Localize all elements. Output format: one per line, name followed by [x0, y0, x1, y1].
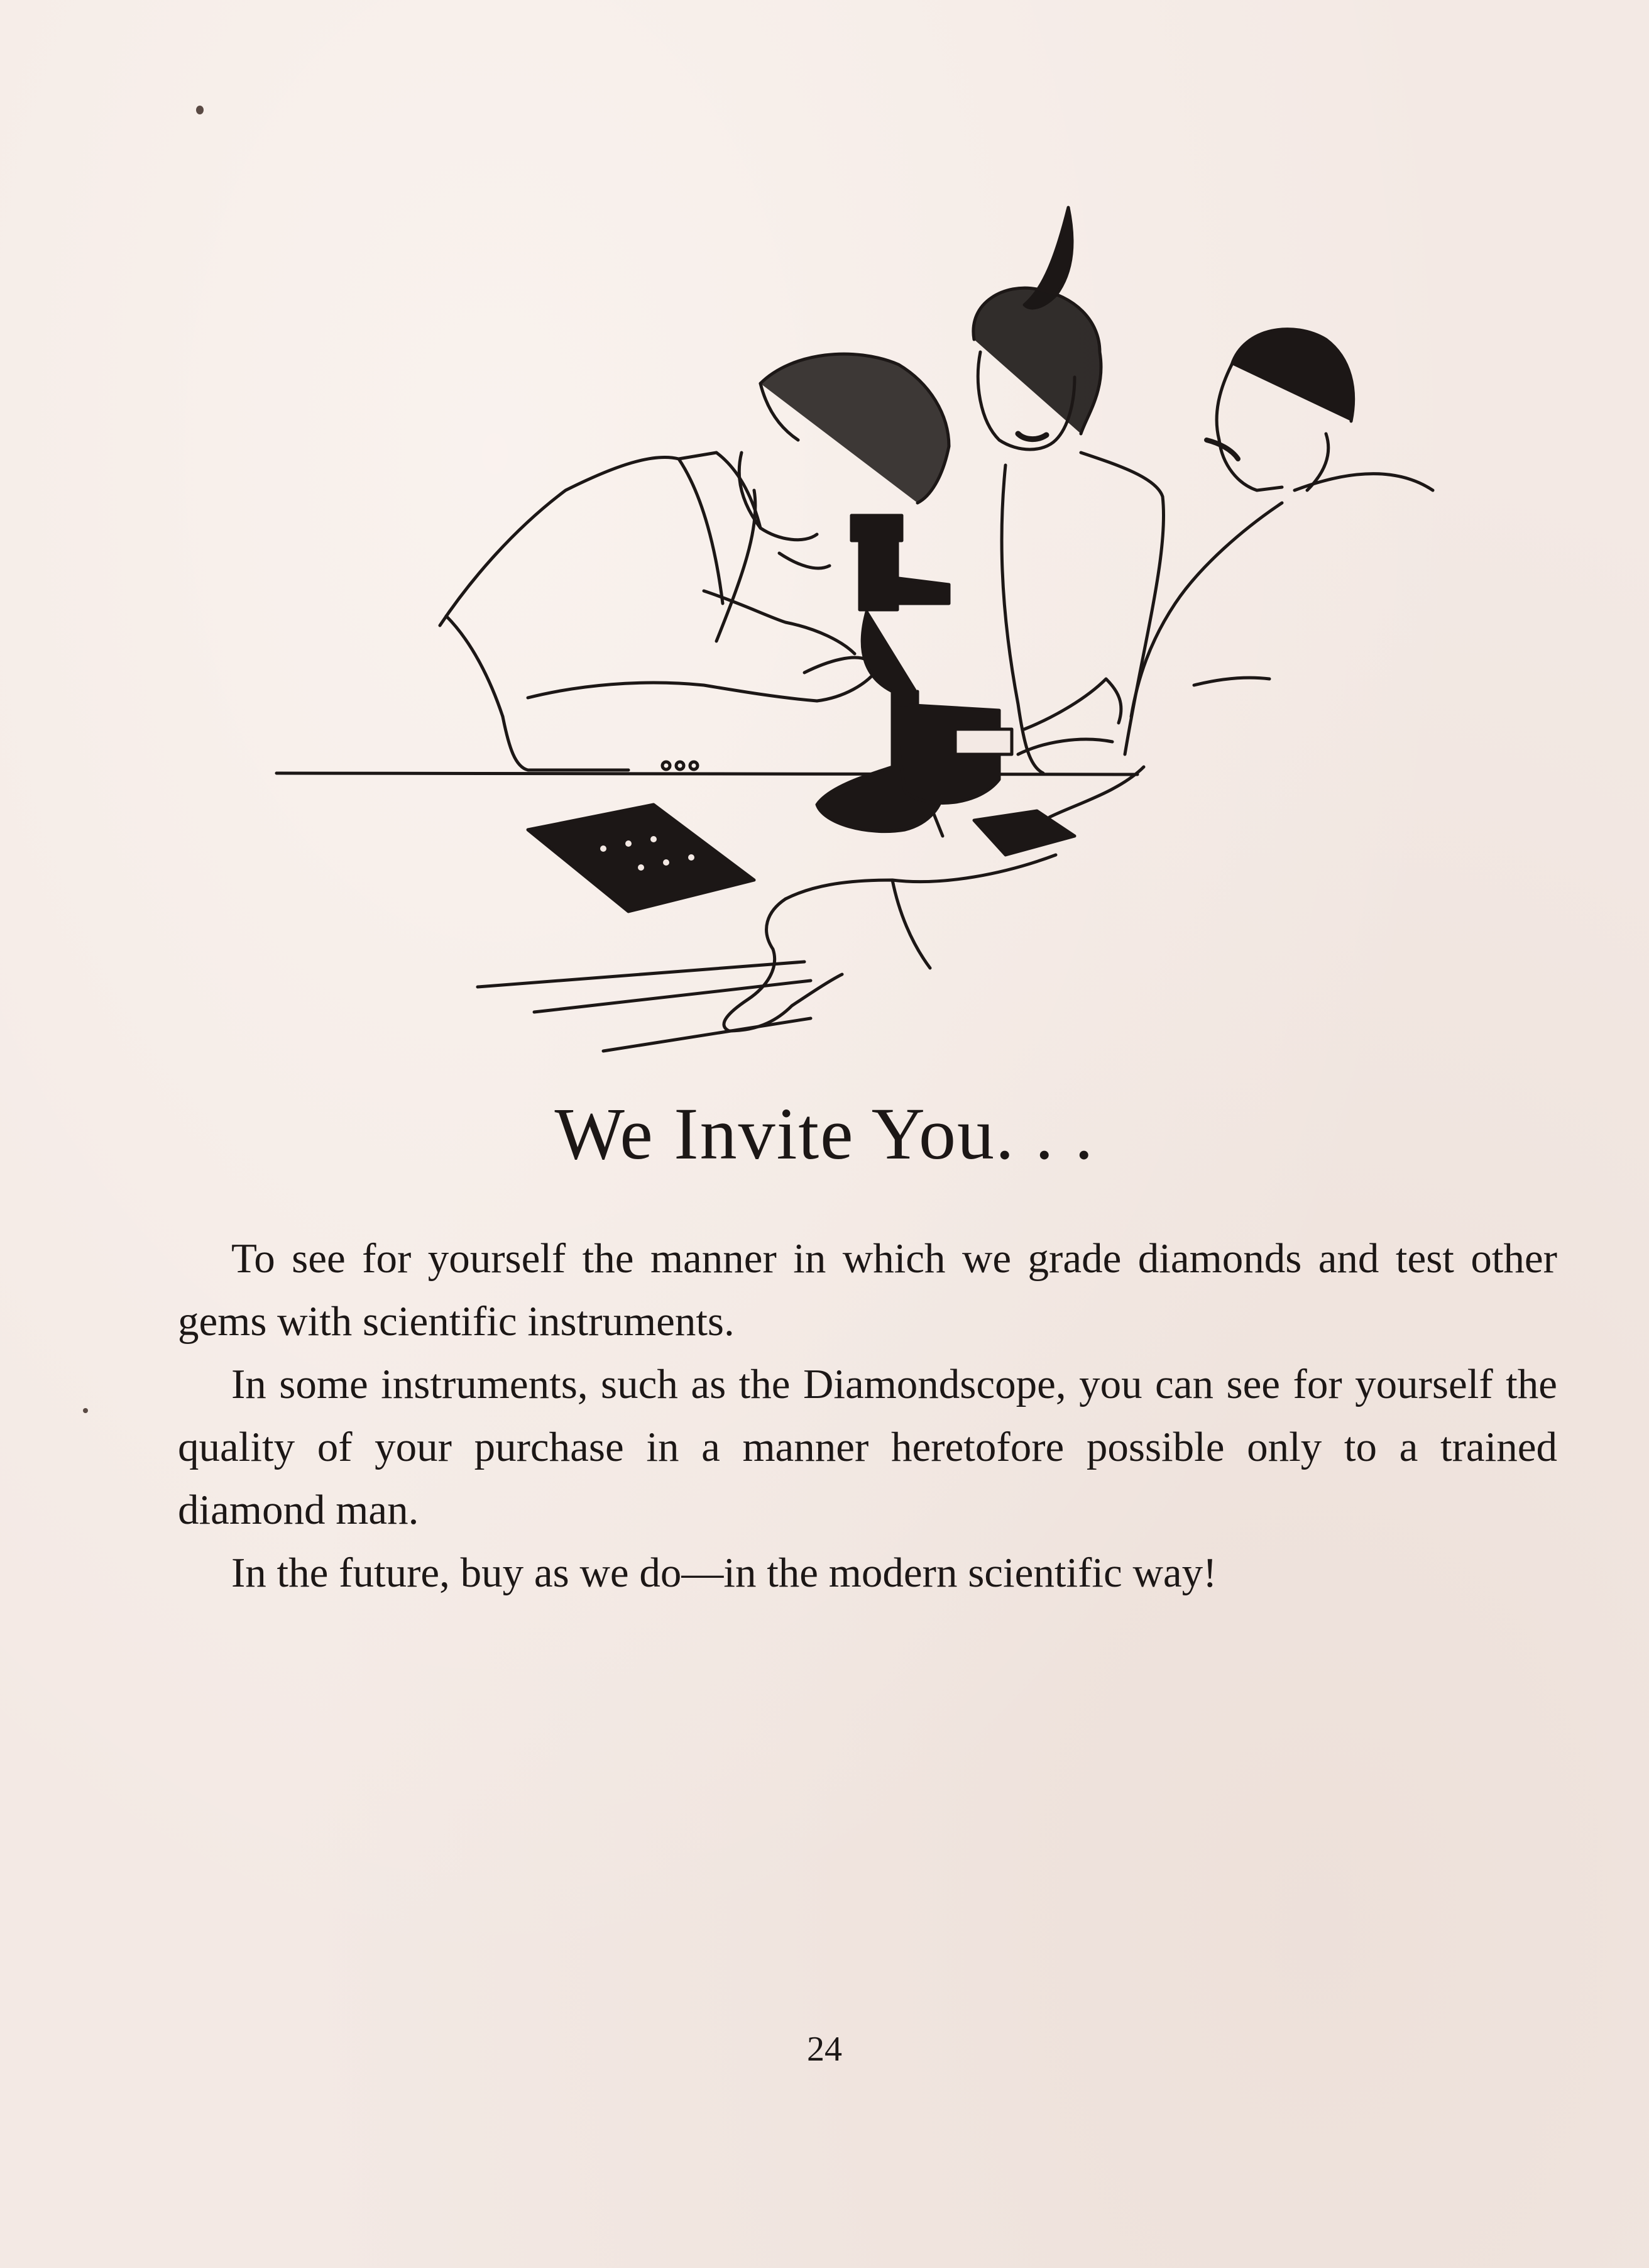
counter-front-line	[534, 981, 811, 1012]
diamond-tray	[528, 805, 754, 911]
paper-speck	[196, 106, 204, 114]
paragraph: In some instruments, such as the Diamondscope, you can see for yourself the quality of your purchase in a manner heretofore possible only to a trained diamond man.	[178, 1361, 1557, 1533]
counter-front-line	[603, 1018, 811, 1051]
counter-front-line	[478, 962, 804, 987]
customer-woman-figure	[973, 207, 1164, 773]
paragraph: To see for yourself the manner in which we grade diamonds and test other gems with scientific instruments.	[178, 1235, 1557, 1345]
body-text	[178, 1227, 1557, 1604]
counter-edge-line	[277, 773, 1137, 774]
gem-tray	[974, 811, 1075, 855]
microscope-icon	[817, 515, 1012, 836]
paper-speck	[83, 1408, 88, 1413]
jeweler-microscope-illustration	[264, 201, 1471, 1069]
page-number: 24	[807, 2030, 842, 2069]
page-title: We Invite You. . .	[554, 1093, 1095, 1175]
paragraph: In the future, buy as we do—in the modern scientific way!	[231, 1550, 1217, 1596]
